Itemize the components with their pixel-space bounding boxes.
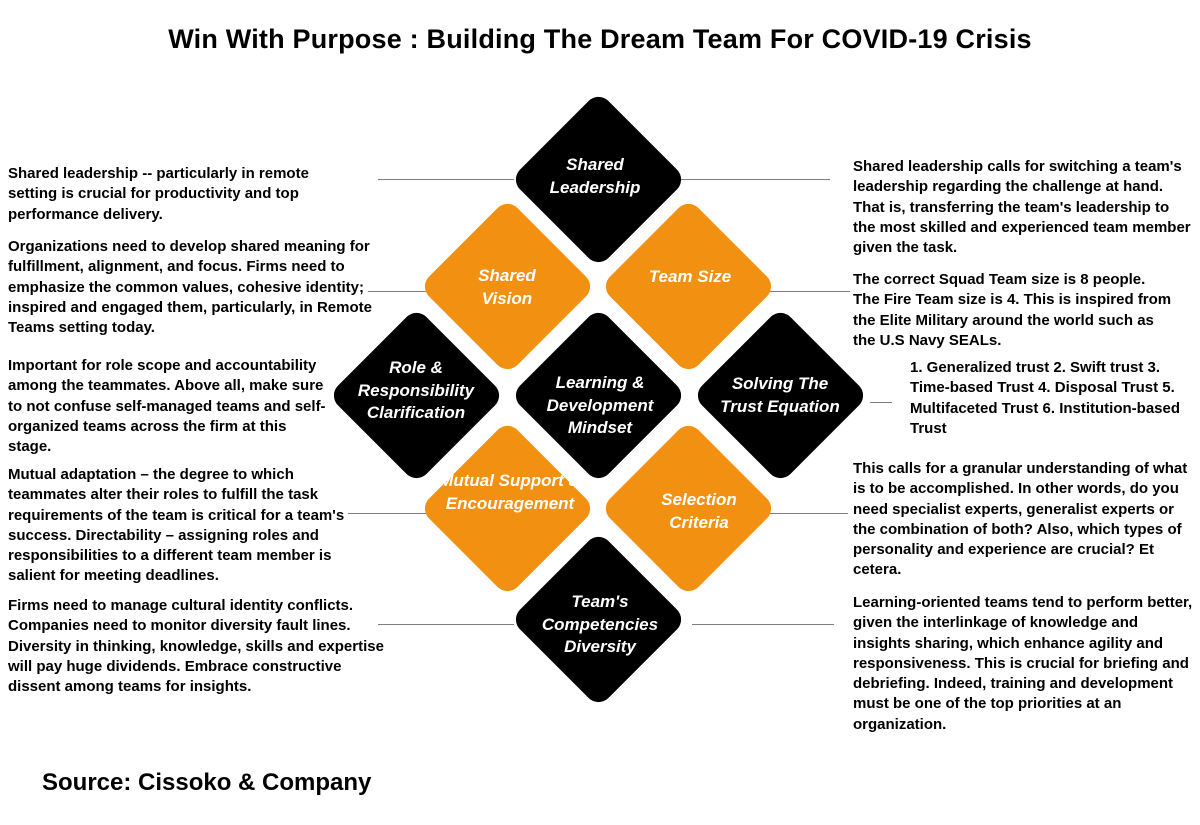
- note-right-learning: Learning-oriented teams tend to perform better, given the interlinkage of knowledge and insights sharing, which enhance agility and responsiveness. This is crucial for briefing and debriefing. Indeed, training and development must be one of the top priorities at an organization.: [853, 594, 1193, 733]
- connector-line: [870, 402, 892, 403]
- note-left-mutual-support: Mutual adaptation – the degree to which teammates alter their roles to fulfill the task requirements of the team is critical for a team's success. Directability – assigning roles and responsibilities to a different team member is salient for meeting deadlines.: [8, 466, 345, 585]
- connector-line: [680, 179, 830, 180]
- connector-line: [378, 624, 514, 625]
- label-learning-mindset: Learning & Development Mindset: [546, 373, 654, 437]
- label-mutual-support: Mutual Support & Encouragement: [439, 471, 581, 513]
- connector-line: [768, 513, 848, 514]
- note-left-shared-vision: Organizations need to develop shared meaning for fulfillment, alignment, and focus. Firms need to emphasize the common values, cohesive identity; inspired and engaged them, particularly, in Remote Teams setting today.: [8, 238, 372, 337]
- connector-line: [692, 624, 834, 625]
- note-left-role-clarification: Important for role scope and accountability among the teammates. Above all, make sure to not confuse self-managed teams and self-organized teams across the firm at this stage.: [8, 357, 326, 456]
- label-trust-equation: Solving The Trust Equation: [720, 374, 840, 416]
- label-team-size: Team Size: [648, 267, 732, 286]
- page-title: Win With Purpose : Building The Dream Team For COVID-19 Crisis: [168, 24, 1032, 54]
- label-shared-leadership: Shared Leadership: [549, 155, 641, 197]
- source-credit: Source: Cissoko & Company: [42, 769, 372, 796]
- label-role-clarification: Role & Responsibility Clarification: [357, 358, 475, 422]
- note-left-diversity: Firms need to manage cultural identity conflicts. Companies need to monitor diversity fault lines. Diversity in thinking, knowledge, skills and expertise will pay huge dividends. Embrace constructive dissent among teams for insights.: [8, 597, 384, 696]
- label-shared-vision: Shared Vision: [478, 266, 536, 308]
- note-right-shared-leadership: Shared leadership calls for switching a team's leadership regarding the challenge at hand. That is, transferring the team's leadership to the most skilled and experienced team member given the task.: [853, 158, 1191, 257]
- connector-line: [378, 179, 514, 180]
- label-competencies-diversity: Team's Competencies Diversity: [541, 592, 659, 656]
- note-right-team-size: The correct Squad Team size is 8 people. The Fire Team size is 4. This is inspired from the Elite Military around the world such as the U.S Navy SEALs.: [853, 271, 1172, 349]
- note-right-selection: This calls for a granular understanding of what is to be accomplished. In other words, do you need specialist experts, generalist experts or the combination of both? Also, which types of personality and experience are crucial? Et cetera.: [853, 460, 1188, 579]
- label-selection-criteria: Selection Criteria: [661, 490, 737, 532]
- note-left-shared-leadership: Shared leadership -- particularly in remote setting is crucial for productivity and top performance delivery.: [8, 165, 309, 223]
- note-right-trust: 1. Generalized trust 2. Swift trust 3. Time-based Trust 4. Disposal Trust 5. Multifaceted Trust 6. Institution-based Trust: [910, 359, 1181, 437]
- connector-line: [764, 291, 850, 292]
